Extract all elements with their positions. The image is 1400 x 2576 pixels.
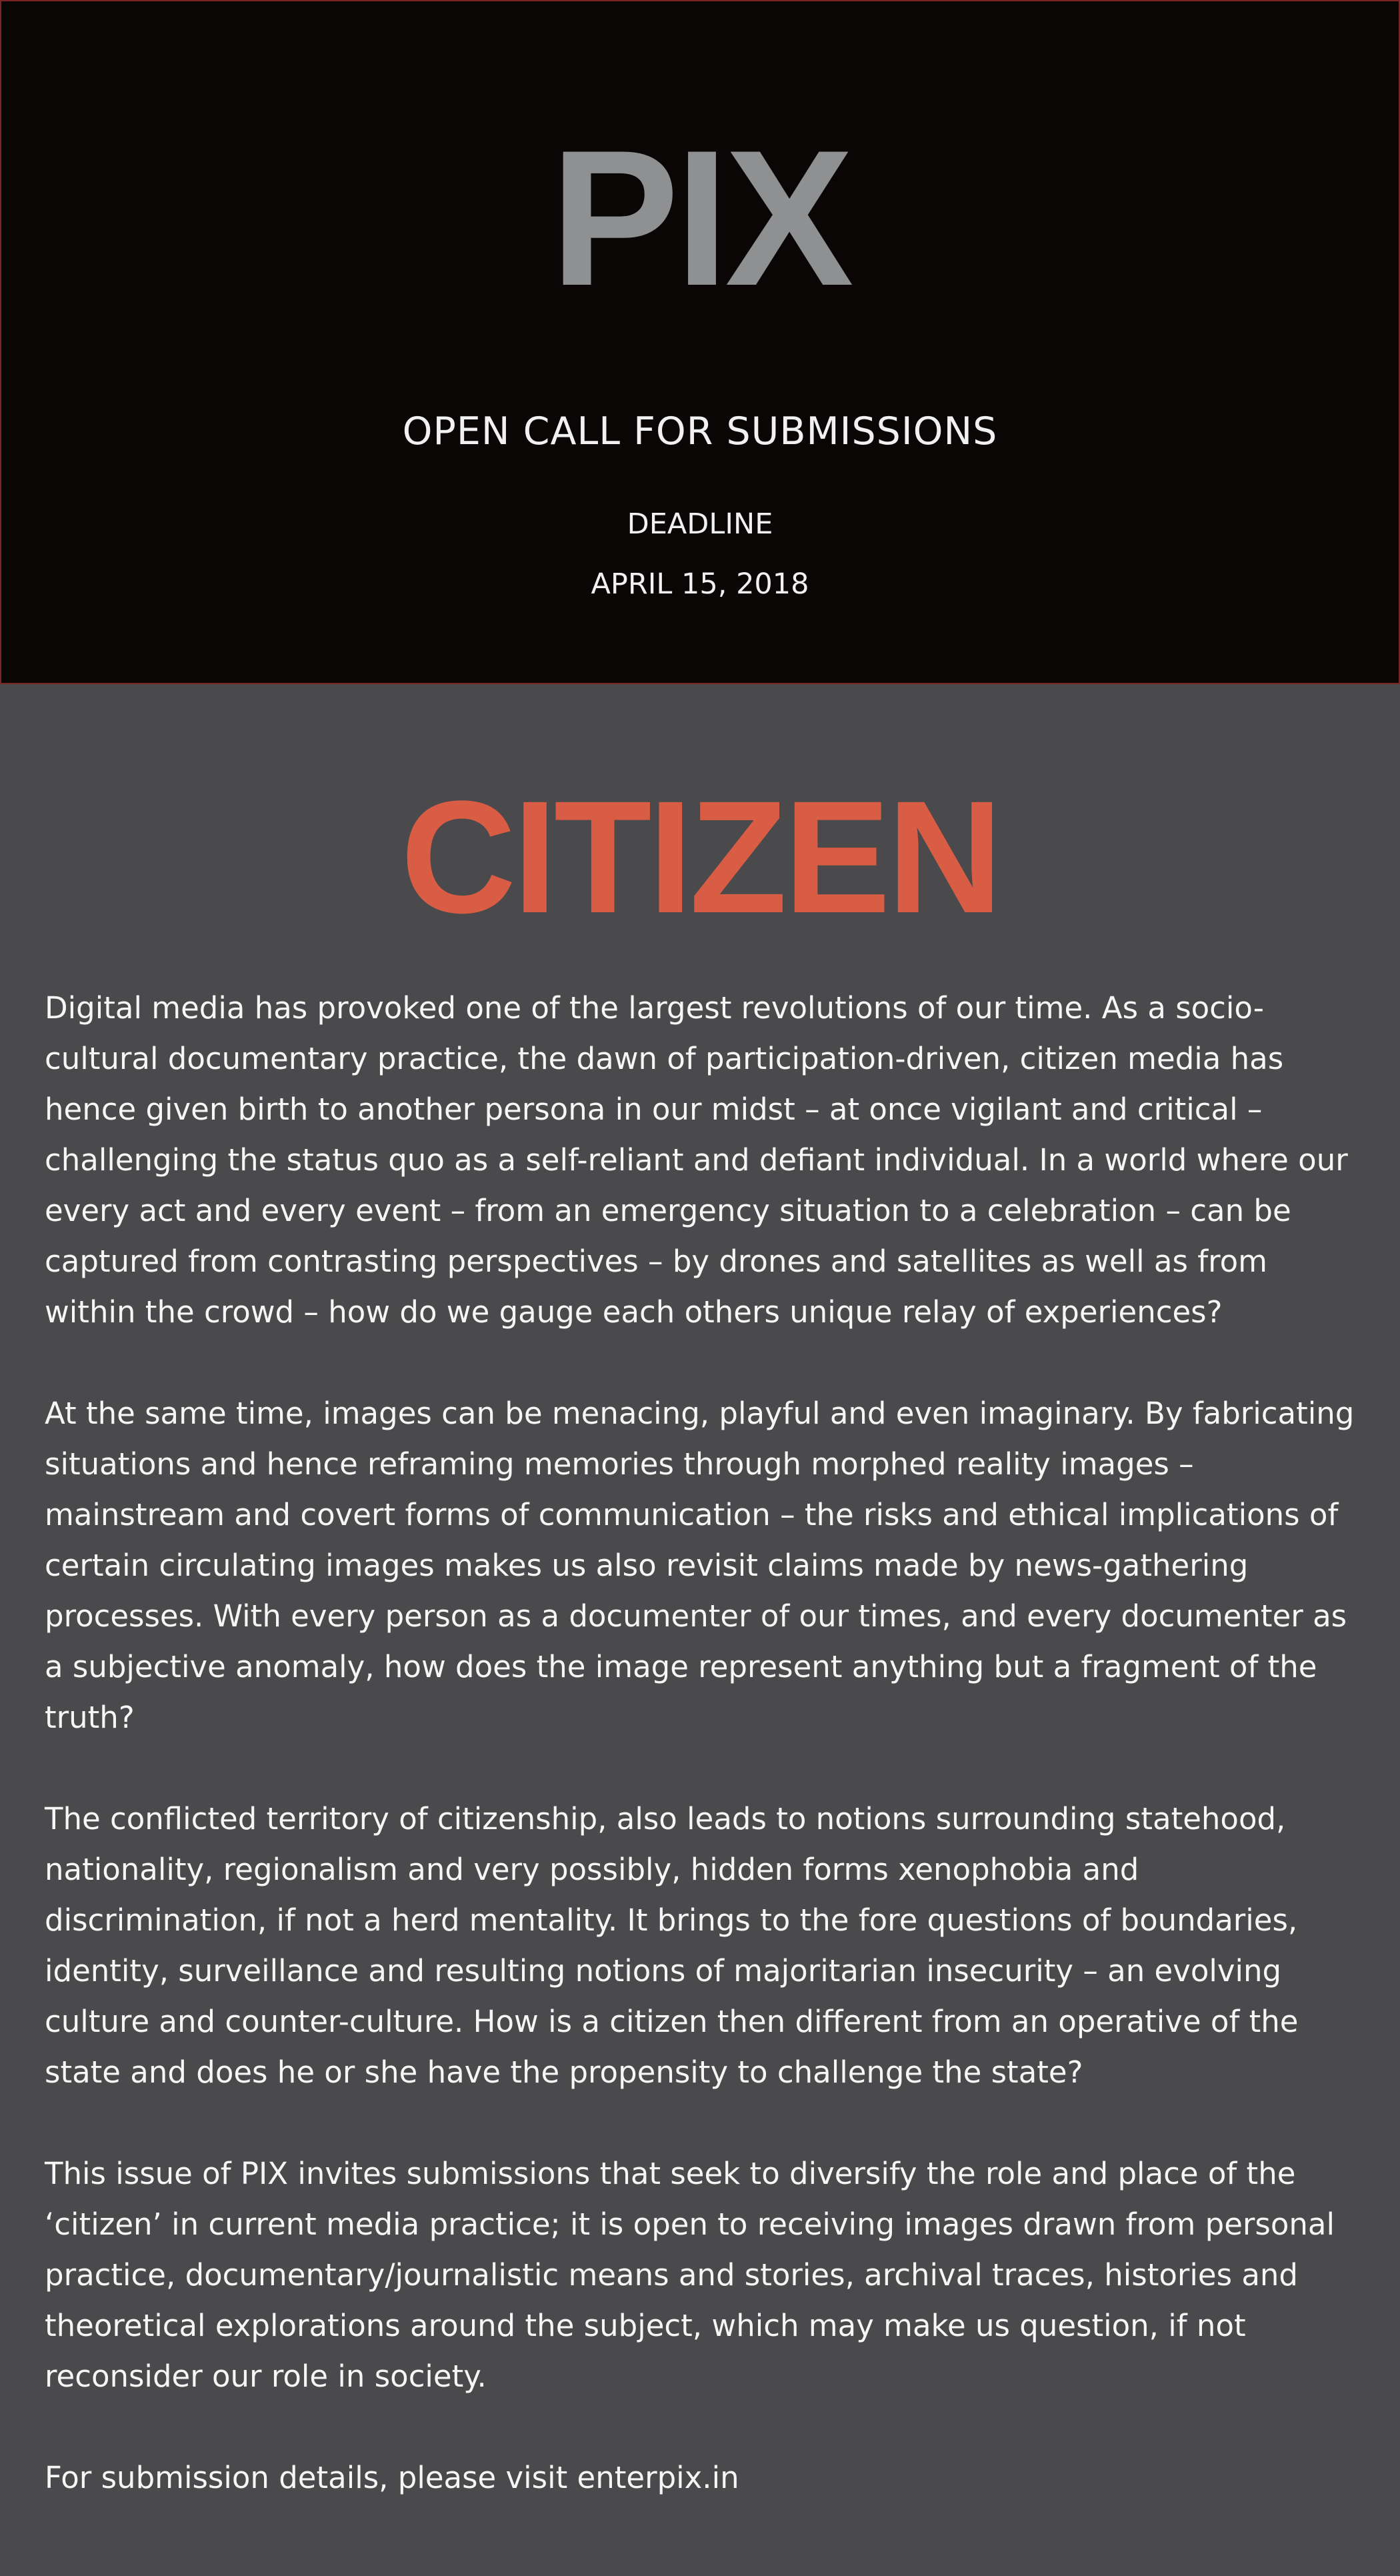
- deadline-label: DEADLINE: [627, 507, 773, 541]
- pix-logo: PIX: [550, 110, 850, 326]
- header-banner: [0, 0, 1400, 684]
- paragraph-images: At the same time, images can be menacing, playful and even imaginary. By fabricating situations and hence reframing memories through morphed reality images – mainstream and covert forms of communication – the risks and ethical implications of certain circulating images makes us also revisit claims made by news-gathering processes. With every person as a documenter of our times, and every documenter as a subjective anomaly, how does the image represent anything but a fragment of the truth?: [45, 1396, 1355, 1735]
- deadline-date: APRIL 15, 2018: [591, 567, 809, 601]
- paragraph-intro: Digital media has provoked one of the largest revolutions of our time. As a socio-cultural documentary practice, the dawn of participation-driven, citizen media has hence given birth to another persona in our midst – at once vigilant and critical – challenging the status quo as a self-reliant and defiant individual. In a world where our every act and every event – from an emergency situation to a celebration – can be captured from contrasting perspectives – by drones and satellites as well as from within the crowd – how do we gauge each others unique relay of experiences?: [45, 990, 1348, 1330]
- paragraph-citizenship: The conflicted territory of citizenship, also leads to notions surrounding statehood, nationality, regionalism and very possibly, hidden forms xenophobia and discrimination, if not a herd mentality. It brings to the fore questions of boundaries, identity, surveillance and resulting notions of majoritarian insecurity – an evolving culture and counter-culture. How is a citizen then different from an operative of the state and does he or she have the propensity to challenge the state?: [45, 1801, 1299, 2090]
- open-call-heading: OPEN CALL FOR SUBMISSIONS: [402, 409, 998, 453]
- article-body: [45, 983, 1365, 2503]
- issue-title: CITIZEN: [400, 768, 1000, 946]
- paragraph-invitation: This issue of PIX invites submissions that seek to diversify the role and place of the ‘citizen’ in current media practice; it is open to receiving images drawn from personal practice, documentary/journalistic means and stories, archival traces, histories and theoretical explorations around the subject, which may make us question, if not reconsider our role in society.: [45, 2156, 1335, 2394]
- submission-details: For submission details, please visit enterpix.in: [45, 2460, 739, 2495]
